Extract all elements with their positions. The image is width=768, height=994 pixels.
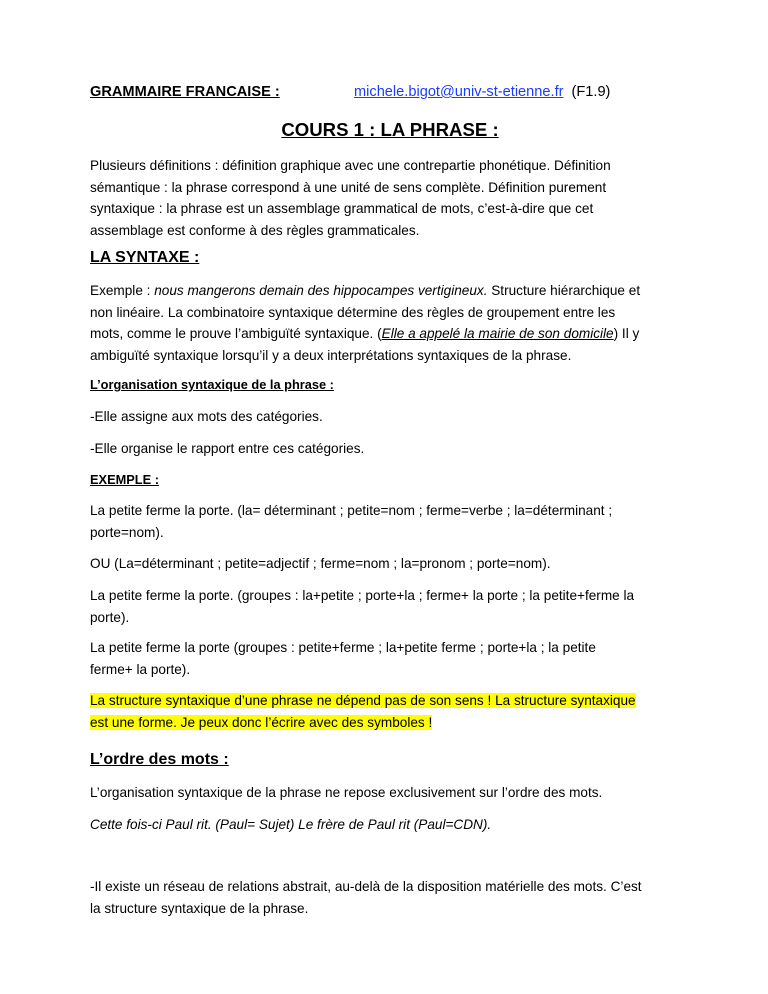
text-span: ) Il y [613,326,640,341]
intro-line: assemblage est conforme à des règles grammaticales. [90,222,420,238]
ordre-example [90,814,690,836]
text-span: ambiguïté syntaxique lorsqu’il y a deux interprétations syntaxiques de la phrase. [90,347,572,363]
example-sentence: nous mangerons demain des hippocampes vertigineux. [154,283,488,298]
text-span: la structure syntaxique de la phrase. [90,900,309,916]
highlight-text: La structure syntaxique d’une phrase ne dépend pas de son sens ! La structure syntaxique [90,693,636,708]
example-paragraph [90,637,690,680]
section-heading-syntaxe: LA SYNTAXE : [90,249,200,266]
intro-line: sémantique : la phrase correspond à une unité de sens complète. Définition purement [90,179,607,195]
text-span: La petite ferme la porte (groupes : petite+ferme ; la+petite ferme ; porte+la ; la petite [90,640,596,655]
text-span: Structure hiérarchique et [487,283,641,298]
header-contact [354,84,610,100]
example-paragraph: OU (La=déterminant ; petite=adjectif ; ferme=nom ; la=pronom ; porte=nom). [90,556,551,571]
subheading-exemple [90,469,690,491]
text-span: ferme+ la porte). [90,661,191,677]
text-span: mots, comme le prouve l’ambiguïté syntaxique. ( [90,326,382,341]
ordre-paragraph [90,876,690,919]
course-code: (F1.9) [571,84,611,100]
text-span: -Il existe un réseau de relations abstrait, au-delà de la disposition matérielle des mots. C’est [90,879,642,894]
subheading-organisation [90,374,690,396]
example-sentence: Cette fois-ci Paul rit. (Paul= Sujet) Le frère de Paul rit (Paul=CDN). [90,817,492,832]
text-span: non linéaire. La combinatoire syntaxique détermine des règles de groupement entre les [90,304,616,320]
intro-line: syntaxique : la phrase est un assemblage grammatical de mots, c’est-à-dire que cet [90,201,594,216]
example-paragraph [90,500,690,543]
text-span: Exemple : [90,283,155,298]
email-link[interactable]: michele.bigot@univ-st-etienne.fr [354,84,564,100]
text-span: La petite ferme la porte. (groupes : la+petite ; porte+la ; ferme+ la porte ; la petite+ferme la [90,588,635,603]
list-item: -Elle assigne aux mots des catégories. [90,409,323,424]
ambiguous-example: Elle a appelé la mairie de son domicile [381,326,614,341]
intro-paragraph [90,155,690,241]
text-span: La petite ferme la porte. (la= déterminant ; petite=nom ; ferme=verbe ; la=déterminant ; [90,503,613,518]
intro-line: Plusieurs définitions : définition graphique avec une contrepartie phonétique. Définition [90,158,611,173]
section-heading-ordre: L’ordre des mots : [90,751,229,768]
highlighted-note [90,690,690,733]
highlight-text: est une forme. Je peux donc l’écrire avec des symboles ! [90,714,433,730]
list-item: -Elle organise le rapport entre ces catégories. [90,441,365,456]
syntaxe-paragraph [90,280,690,366]
text-span: porte). [90,609,130,625]
subheading-text: EXEMPLE : [90,472,159,487]
course-label: GRAMMAIRE FRANCAISE : [90,84,280,100]
page-title: COURS 1 : LA PHRASE : [281,119,499,140]
subheading-text: L’organisation syntaxique de la phrase : [90,377,334,392]
text-span: porte=nom). [90,524,164,540]
example-paragraph [90,585,690,628]
ordre-paragraph: L’organisation syntaxique de la phrase ne repose exclusivement sur l’ordre des mots. [90,785,603,800]
